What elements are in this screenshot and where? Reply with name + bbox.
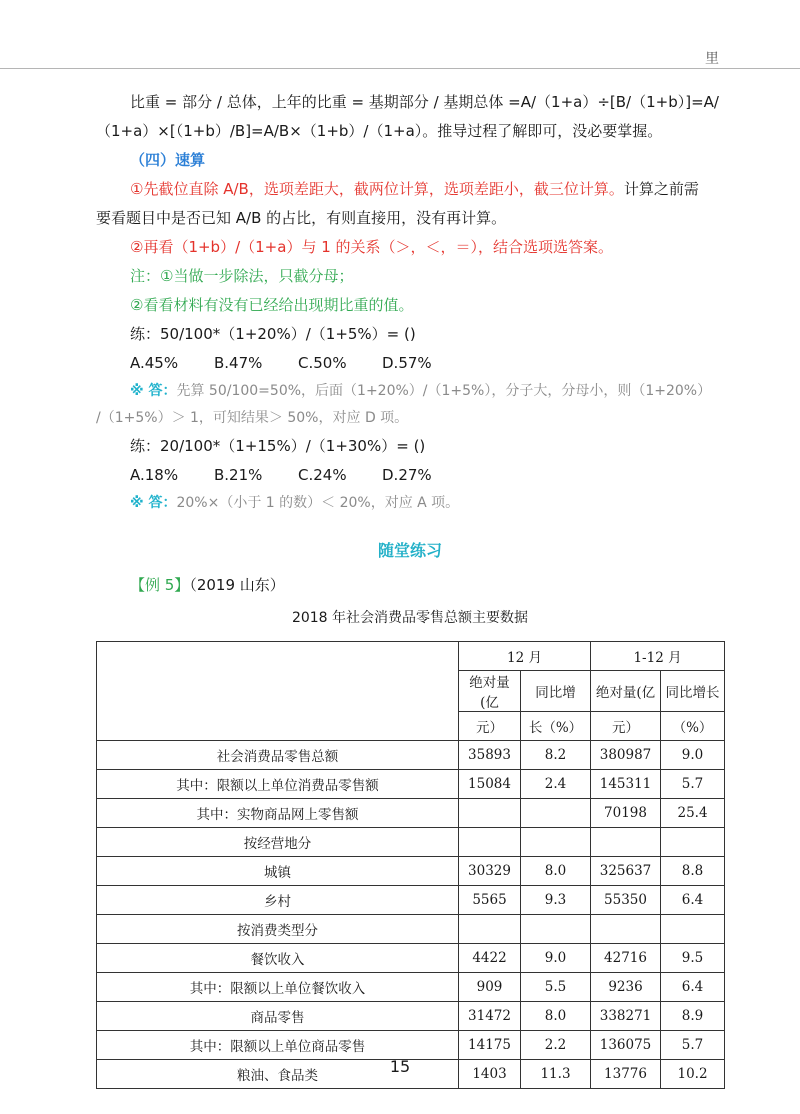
table-row: [97, 770, 725, 799]
value-cell: 9.0: [521, 944, 591, 973]
data-table: [96, 641, 725, 1089]
value-cell: 9.3: [521, 886, 591, 915]
section-4-title: （四）速算: [130, 151, 206, 169]
question-1: 练：50/100*（1+20%）/（1+5%）= (): [130, 325, 416, 343]
value-cell: 338271: [591, 1002, 661, 1031]
row-label: 粮油、食品类: [97, 1060, 459, 1089]
example-source: （2019 山东）: [189, 576, 285, 594]
value-cell: 8.9: [661, 1002, 725, 1031]
value-cell: 325637: [591, 857, 661, 886]
value-cell: [521, 915, 591, 944]
value-cell: 5.7: [661, 770, 725, 799]
value-cell: 5.7: [661, 1031, 725, 1060]
question-2: 练：20/100*（1+15%）/（1+30%）= (): [130, 437, 426, 455]
value-cell: 5565: [459, 886, 521, 915]
value-cell: 380987: [591, 741, 661, 770]
header-tag: 里: [705, 51, 719, 67]
value-cell: [521, 799, 591, 828]
table-row: [97, 1002, 725, 1031]
value-cell: 25.4: [661, 799, 725, 828]
option-a: A.18%: [130, 466, 179, 484]
value-cell: 2.4: [521, 770, 591, 799]
subheader-cell: 绝对量(亿: [591, 671, 661, 712]
value-cell: 1403: [459, 1060, 521, 1089]
value-cell: [521, 828, 591, 857]
row-label: 餐饮收入: [97, 944, 459, 973]
value-cell: 2.2: [521, 1031, 591, 1060]
formula-line-2: （1+a）×[（1+b）/B]=A/B×（1+b）/（1+a）。推导过程了解即可，没必要掌握。: [96, 122, 663, 140]
step-1-red: ①先截位直除 A/B，选项差距大，截两位计算，选项差距小，截三位计算。: [130, 180, 624, 198]
group-header-year: 1-12 月: [591, 642, 725, 671]
option-d: D.57%: [382, 354, 432, 372]
option-b: B.47%: [214, 354, 263, 372]
value-cell: 42716: [591, 944, 661, 973]
header-divider: [0, 68, 800, 69]
value-cell: 6.4: [661, 973, 725, 1002]
option-d: D.27%: [382, 466, 432, 484]
value-cell: 6.4: [661, 886, 725, 915]
row-label: 社会消费品零售总额: [97, 741, 459, 770]
value-cell: [459, 828, 521, 857]
value-cell: 11.3: [521, 1060, 591, 1089]
row-label: 其中：限额以上单位商品零售: [97, 1031, 459, 1060]
value-cell: [661, 828, 725, 857]
page-number: 15: [389, 1057, 411, 1076]
subheader-cell: 元）: [459, 712, 521, 741]
row-label: 其中：限额以上单位餐饮收入: [97, 973, 459, 1002]
answer-2-label: ※ 答：: [130, 495, 177, 511]
table-row: [97, 915, 725, 944]
subheader-cell: 绝对量(亿: [459, 671, 521, 712]
subheader-cell: 元）: [591, 712, 661, 741]
table-row: [97, 944, 725, 973]
value-cell: [459, 799, 521, 828]
example-heading: [96, 571, 724, 599]
step-1: [96, 175, 724, 204]
table-row: [97, 799, 725, 828]
value-cell: 5.5: [521, 973, 591, 1002]
answer-1-cont: /（1+5%）＞ 1，可知结果＞ 50%，对应 D 项。: [96, 410, 409, 426]
table-title: 2018 年社会消费品零售总额主要数据: [291, 610, 529, 626]
value-cell: [591, 915, 661, 944]
value-cell: 4422: [459, 944, 521, 973]
table-row: [97, 1031, 725, 1060]
subheader-cell: （%）: [661, 712, 725, 741]
value-cell: 35893: [459, 741, 521, 770]
group-header-dec: 12 月: [459, 642, 591, 671]
option-c: C.50%: [298, 354, 347, 372]
row-label: 按消费类型分: [97, 915, 459, 944]
row-label: 商品零售: [97, 1002, 459, 1031]
value-cell: 31472: [459, 1002, 521, 1031]
question-2-options: [96, 461, 724, 490]
question-1-options: [96, 349, 724, 378]
value-cell: [459, 915, 521, 944]
value-cell: 145311: [591, 770, 661, 799]
subheader-cell: 同比增长: [661, 671, 725, 712]
value-cell: 8.0: [521, 1002, 591, 1031]
value-cell: 9.0: [661, 741, 725, 770]
value-cell: 9.5: [661, 944, 725, 973]
value-cell: 70198: [591, 799, 661, 828]
answer-2-text: 20%×（小于 1 的数）＜ 20%，对应 A 项。: [176, 495, 460, 511]
value-cell: 909: [459, 973, 521, 1002]
step-1-black: 计算之前需: [623, 180, 699, 198]
value-cell: 8.8: [661, 857, 725, 886]
value-cell: 30329: [459, 857, 521, 886]
value-cell: 9236: [591, 973, 661, 1002]
formula-line-1: 比重 = 部分 / 总体，上年的比重 = 基期部分 / 基期总体 =A/（1+a）÷[B/（1+b）]=A/: [130, 93, 719, 111]
row-label: 其中：实物商品网上零售额: [97, 799, 459, 828]
value-cell: 13776: [591, 1060, 661, 1089]
example-label: 【例 5】: [130, 576, 190, 594]
value-cell: [591, 828, 661, 857]
note-2: ②看看材料有没有已经给出现期比重的值。: [130, 296, 414, 314]
table-row: [97, 857, 725, 886]
value-cell: 136075: [591, 1031, 661, 1060]
option-c: C.24%: [298, 466, 347, 484]
step-2: ②再看（1+b）/（1+a）与 1 的关系（＞，＜，＝），结合选项选答案。: [130, 238, 614, 256]
answer-1-label: ※ 答：: [130, 383, 177, 399]
answer-2: [96, 490, 724, 517]
row-label: 其中：限额以上单位消费品零售额: [97, 770, 459, 799]
subheader-cell: 同比增: [521, 671, 591, 712]
row-label: 城镇: [97, 857, 459, 886]
value-cell: 15084: [459, 770, 521, 799]
table-row: [97, 973, 725, 1002]
value-cell: 10.2: [661, 1060, 725, 1089]
section-title: 随堂练习: [377, 541, 442, 560]
answer-1: [96, 378, 724, 405]
table-header-row: [97, 642, 725, 671]
row-label: 乡村: [97, 886, 459, 915]
value-cell: 8.2: [521, 741, 591, 770]
step-1-cont: 要看题目中是否已知 A/B 的占比，有则直接用，没有再计算。: [96, 209, 507, 227]
value-cell: [661, 915, 725, 944]
value-cell: 14175: [459, 1031, 521, 1060]
value-cell: 55350: [591, 886, 661, 915]
row-label: 按经营地分: [97, 828, 459, 857]
table-row: [97, 741, 725, 770]
value-cell: 8.0: [521, 857, 591, 886]
table-corner-cell: [97, 642, 459, 741]
page-content: [96, 88, 724, 1089]
table-row: [97, 886, 725, 915]
note-1: 注：①当做一步除法，只截分母；: [130, 267, 354, 285]
option-b: B.21%: [214, 466, 263, 484]
answer-1-text: 先算 50/100=50%，后面（1+20%）/（1+5%），分子大，分母小，则（1+20%）: [176, 383, 712, 399]
option-a: A.45%: [130, 354, 179, 372]
table-row: [97, 828, 725, 857]
subheader-cell: 长（%）: [521, 712, 591, 741]
